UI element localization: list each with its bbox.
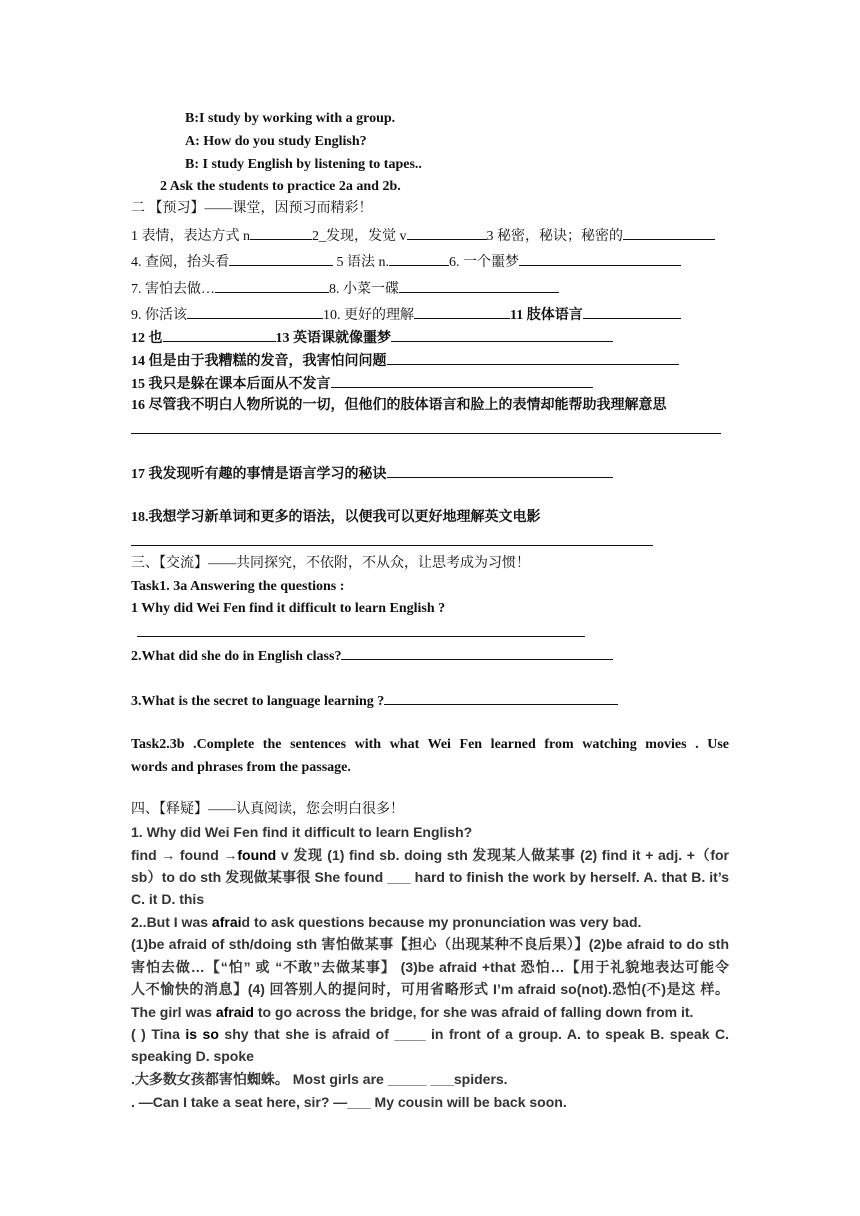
answer-blank[interactable] — [391, 328, 613, 342]
dialog-line: 2 Ask the students to practice 2a and 2b. — [160, 179, 401, 194]
sentence-17 — [131, 464, 613, 484]
explain-text: shy that she is afraid of ____ in front of a group. A. to speak B. speak C. — [218, 1026, 730, 1042]
explain-line — [131, 1025, 729, 1043]
vocab-row-5 — [131, 328, 613, 348]
vocab-item: 12 也 — [131, 331, 163, 346]
vocab-row-1 — [131, 226, 715, 246]
vocab-item: 11 肢体语言 — [510, 308, 583, 323]
explain-emphasis: found — [237, 847, 277, 863]
explain-text: to go across the bridge, for she was afraid of falling down from it. — [253, 1004, 694, 1020]
sentence-text: 14 但是由于我糟糕的发音，我害怕问问题 — [131, 354, 387, 369]
sentence-text: 15 我只是躲在课本后面从不发言 — [131, 377, 331, 392]
question-text: 2.What did she do in English class? — [131, 649, 342, 664]
answer-blank[interactable] — [250, 226, 312, 240]
explain-emphasis: afrai — [211, 914, 242, 930]
explain-text: ( ) Tina — [131, 1026, 186, 1042]
sentence-15 — [131, 374, 593, 394]
explain-text: find → found → — [131, 847, 238, 863]
answer-blank[interactable] — [583, 305, 681, 319]
answer-blank[interactable] — [341, 646, 613, 660]
explain-line: 1. Why did Wei Fen find it difficult to learn English? — [131, 824, 473, 840]
vocab-item: 4. 查阅，抬头看 — [131, 255, 229, 270]
explain-line: .大多数女孩都害怕蜘蛛。 Most girls are _____ ___spiders. — [131, 1071, 508, 1087]
explain-text: v 发现 (1) find sb. doing sth 发现某人做某事 (2) find it + adj. +（for — [276, 847, 729, 863]
task2-title-cont: words and phrases from the passage. — [131, 760, 351, 775]
explain-header: 四、【释疑】——认真阅读，您会明白很多！ — [131, 802, 404, 817]
answer-blank[interactable] — [215, 279, 329, 293]
answer-blank[interactable] — [414, 305, 510, 319]
answer-blank[interactable] — [623, 226, 715, 240]
answer-blank[interactable] — [387, 351, 679, 365]
explain-line: sb）to do sth 发现做某事很 She found ___ hard to finish the work by herself. A. that B. it’s — [131, 869, 729, 885]
explain-text: The girl was — [131, 1004, 216, 1020]
question-3 — [131, 691, 618, 711]
sentence-18: 18.我想学习新单词和更多的语法，以便我可以更好地理解英文电影 — [131, 510, 541, 525]
dialog-line: B:I study by working with a group. — [185, 111, 396, 126]
vocab-row-3 — [131, 279, 559, 299]
explain-line: 害怕去做…【“怕” 或 “不敢”去做某事】 (3)be afraid +that 恐怕…【用于礼貌地表达可能令 — [131, 959, 729, 975]
answer-blank[interactable] — [331, 374, 593, 388]
answer-blank[interactable] — [387, 464, 613, 478]
vocab-item: 8. 小菜一碟 — [329, 282, 399, 297]
explain-line: C. it D. this — [131, 891, 205, 907]
dialog-line: A: How do you study English? — [185, 134, 367, 149]
vocab-item: 10. 更好的理解 — [323, 308, 414, 323]
question-text: 3.What is the secret to language learning ? — [131, 694, 385, 709]
vocab-item: 2_发现，发觉 v — [312, 229, 407, 244]
explain-line: (1)be afraid of sth/doing sth 害怕做某事【担心（出现某种不良后果）】(2)be afraid to do sth — [131, 936, 729, 952]
preview-header: 二 【预习】——课堂，因预习而精彩！ — [131, 201, 373, 216]
task2-title: Task2.3b .Complete the sentences with what Wei Fen learned from watching movies . Use — [131, 737, 729, 752]
answer-blank[interactable] — [399, 279, 559, 293]
answer-blank[interactable] — [389, 252, 449, 266]
answer-blank[interactable] — [187, 305, 323, 319]
explain-line — [131, 1003, 693, 1021]
answer-line[interactable] — [131, 545, 653, 546]
sentence-14 — [131, 351, 679, 371]
vocab-item: 5 语法 n. — [336, 255, 389, 270]
explain-text: 2..But I was — [131, 914, 212, 930]
vocab-row-4 — [131, 305, 681, 325]
vocab-item: 9. 你活该 — [131, 308, 187, 323]
dialog-line: B: I study English by listening to tapes.. — [185, 157, 422, 172]
explain-line — [131, 913, 641, 931]
answer-blank[interactable] — [407, 226, 487, 240]
explain-line: speaking D. spoke — [131, 1048, 254, 1064]
question-2 — [131, 646, 613, 666]
vocab-item: 13 英语课就像噩梦 — [275, 331, 391, 346]
answer-line[interactable] — [131, 433, 721, 434]
explain-emphasis: is so — [185, 1026, 219, 1042]
answer-line[interactable] — [137, 636, 585, 637]
vocab-item: 6. 一个噩梦 — [449, 255, 519, 270]
task1-title: Task1. 3a Answering the questions : — [131, 579, 345, 594]
vocab-item: 3 秘密，秘诀；秘密的 — [486, 229, 623, 244]
answer-blank[interactable] — [384, 691, 618, 705]
vocab-item: 1 表情，表达方式 n — [131, 229, 250, 244]
vocab-item: 7. 害怕去做… — [131, 282, 215, 297]
question-1: 1 Why did Wei Fen find it difficult to learn English ? — [131, 601, 446, 616]
explain-line — [131, 846, 729, 864]
explain-line: . —Can I take a seat here, sir? —___ My cousin will be back soon. — [131, 1094, 567, 1110]
sentence-text: 17 我发现听有趣的事情是语言学习的秘诀 — [131, 467, 387, 482]
exchange-header: 三、【交流】——共同探究，不依附，不从众，让思考成为习惯！ — [131, 556, 530, 571]
explain-text: d to ask questions because my pronunciation was very bad. — [241, 914, 642, 930]
sentence-16: 16 尽管我不明白人物所说的一切，但他们的肢体语言和脸上的表情却能帮助我理解意思 — [131, 398, 667, 413]
explain-line: 人不愉快的消息】(4) 回答别人的提问时，可用省略形式 I’m afraid so(not).恐怕(不)是这 样。 — [131, 981, 729, 997]
vocab-row-2 — [131, 252, 681, 272]
answer-blank[interactable] — [163, 328, 276, 342]
answer-blank[interactable] — [519, 252, 681, 266]
answer-blank[interactable] — [229, 252, 333, 266]
explain-emphasis: afraid — [215, 1004, 254, 1020]
